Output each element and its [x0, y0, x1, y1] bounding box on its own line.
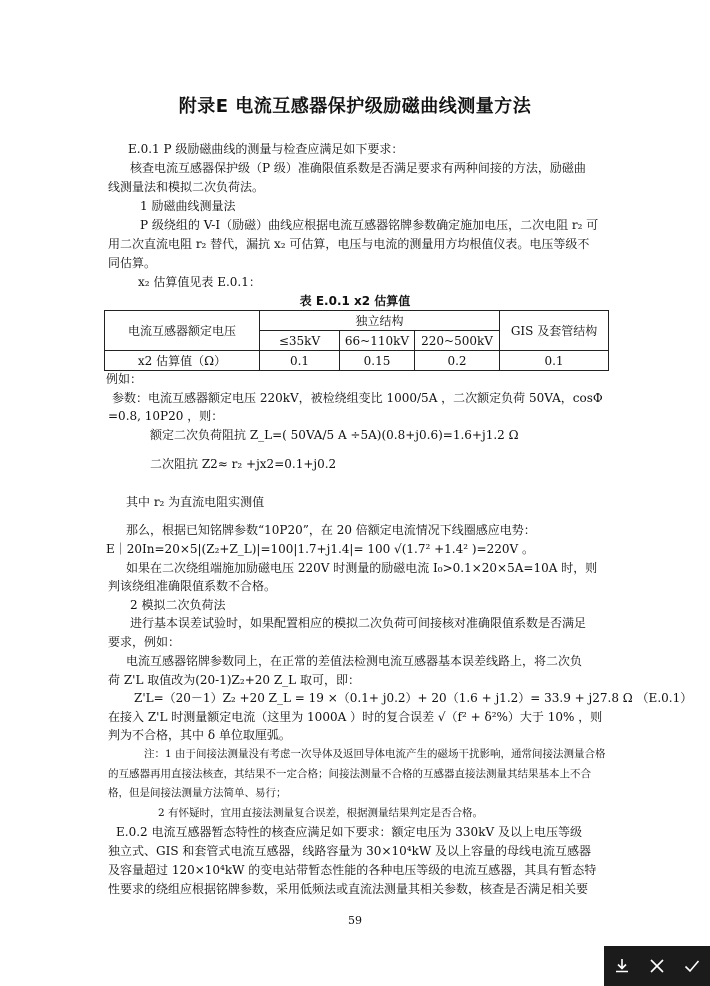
paragraph-line: =0.8, 10P20 ，则： — [108, 409, 224, 423]
paragraph-line: 性要求的绕组应根据铭牌参数，采用低频法或直流法测量其相关参数，核查是否满足相关要 — [108, 882, 589, 896]
example-label: 例如： — [106, 372, 143, 386]
page-title: 附录E 电流互感器保护级励磁曲线测量方法 — [178, 96, 532, 117]
formula-line: 二次阻抗 Z2≈ r₂ +jx2=0.1+j0.2 — [150, 457, 337, 471]
confirm-button[interactable] — [680, 954, 704, 978]
paragraph-line: 电流互感器铭牌参数同上，在正常的差值法检测电流互感器基本误差线路上，将二次负 — [126, 654, 583, 668]
close-icon — [648, 957, 666, 975]
paragraph-line: 用二次直流电阻 r₂ 替代，漏抗 x₂ 可估算，电压与电流的测量用方均根值仪表。电压等级不 — [108, 237, 590, 251]
header-220-500kv: 220~500kV — [415, 331, 500, 351]
paragraph-line: 其中 r₂ 为直流电阻实测值 — [126, 495, 265, 509]
paragraph-line: 线测量法和模拟二次负荷法。 — [108, 180, 265, 194]
row-label-x2: x2 估算值（Ω） — [105, 351, 260, 371]
header-gis-bushing: GIS 及套管结构 — [500, 311, 609, 351]
page-number: 59 — [348, 914, 362, 927]
equation-e01: Z'L=（20－1）Z₂ +20 Z_L = 19 ×（0.1+ j0.2）+ 20（1.6 + j1.2）= 33.9 + j27.8 Ω （E.0.1） — [134, 691, 693, 705]
paragraph-line: 进行基本误差试验时，如果配置相应的模拟二次负荷可间接核对准确限值系数是否满足 — [130, 616, 587, 630]
paragraph-line: 及容量超过 120×10⁴kW 的变电站带暂态性能的各种电压等级的电流互感器，其具有暂态特 — [108, 863, 597, 877]
note-line: 注：1 由于间接法测量没有考虑一次导体及返回导体电流产生的磁场干扰影响，通常间接法测量合格 — [144, 748, 606, 760]
formula-line: 额定二次负荷阻抗 Z_L=( 50VA/5 A ÷5A)(0.8+j0.6)=1.6+j1.2 Ω — [150, 428, 519, 442]
paragraph-line: 判该绕组准确限值系数不合格。 — [108, 579, 277, 593]
note-line: 2 有怀疑时，宜用直接法测量复合误差，根据测量结果判定是否合格。 — [158, 807, 484, 819]
clause-e01-heading: E.0.1 P 级励磁曲线的测量与检查应满足如下要求： — [128, 142, 404, 156]
paragraph-line: 独立式、GIS 和套管式电流互感器，线路容量为 30×10⁴kW 及以上容量的母线电流互感器 — [108, 844, 592, 858]
paragraph-line: 那么，根据已知铭牌参数“10P20”，在 20 倍额定电流情况下线圈感应电势： — [126, 523, 536, 537]
paragraph-line: 参数：电流互感器额定电压 220kV，被检绕组变比 1000/5A ，二次额定负荷 50VA，cosΦ — [112, 391, 603, 405]
table-cell: 0.1 — [500, 351, 609, 371]
paragraph-line: 在接入 Z'L 时测量额定电流（这里为 1000A ）时的复合误差 √（f² + δ²%）大于 10% ，则 — [108, 710, 603, 724]
check-icon — [683, 957, 701, 975]
header-35kv: ≤35kV — [260, 331, 340, 351]
paragraph-line: 如果在二次绕组端施加励磁电压 220V 时测量的励磁电流 I₀>0.1×20×5A=10A 时，则 — [126, 561, 598, 575]
paragraph-line: 核查电流互感器保护级（P 级）准确限值系数是否满足要求有两种间接的方法，励磁曲 — [130, 161, 586, 175]
viewer-toolbar — [604, 946, 710, 986]
table-cell: 0.15 — [340, 351, 415, 371]
note-line: 的互感器再用直接法核查，其结果不一定合格；间接法测量不合格的互感器直接法测量其结果基本上不合 — [108, 768, 591, 780]
formula-line: E｜20In=20×5|(Z₂+Z_L)|=100|1.7+j1.4|= 100 √(1.7² +1.4² )=220V 。 — [106, 542, 534, 556]
table-cell: 0.1 — [260, 351, 340, 371]
paragraph-line: 要求，例如： — [108, 635, 181, 649]
paragraph-line: 判为不合格，其中 δ 单位取厘弧。 — [108, 728, 291, 742]
download-button[interactable] — [610, 954, 634, 978]
subheading-excitation-curve: 1 励磁曲线测量法 — [140, 199, 236, 213]
paragraph-line: 同估算。 — [108, 256, 157, 270]
close-button[interactable] — [645, 954, 669, 978]
paragraph-line: P 级绕组的 V-I（励磁）曲线应根据电流互感器铭牌参数确定施加电压，二次电阻 r₂ 可 — [140, 218, 599, 232]
download-icon — [613, 957, 631, 975]
header-66-110kv: 66~110kV — [340, 331, 415, 351]
x2-estimate-table — [104, 310, 609, 371]
subheading-simulated-load: 2 模拟二次负荷法 — [130, 598, 226, 612]
clause-e02: E.0.2 电流互感器暂态特性的核查应满足如下要求：额定电压为 330kV 及以上电压等级 — [116, 825, 582, 839]
table-caption: 表 E.0.1 x2 估算值 — [299, 294, 411, 308]
note-line: 格，但是间接法测量方法简单、易行； — [108, 787, 287, 799]
paragraph-line: 荷 Z'L 取值改为(20-1)Z₂+20 Z_L 取可，即： — [108, 673, 360, 687]
table-cell: 0.2 — [415, 351, 500, 371]
header-independent-structure: 独立结构 — [260, 311, 500, 331]
paragraph-line: x₂ 估算值见表 E.0.1： — [138, 275, 261, 289]
header-rated-voltage: 电流互感器额定电压 — [105, 311, 260, 351]
